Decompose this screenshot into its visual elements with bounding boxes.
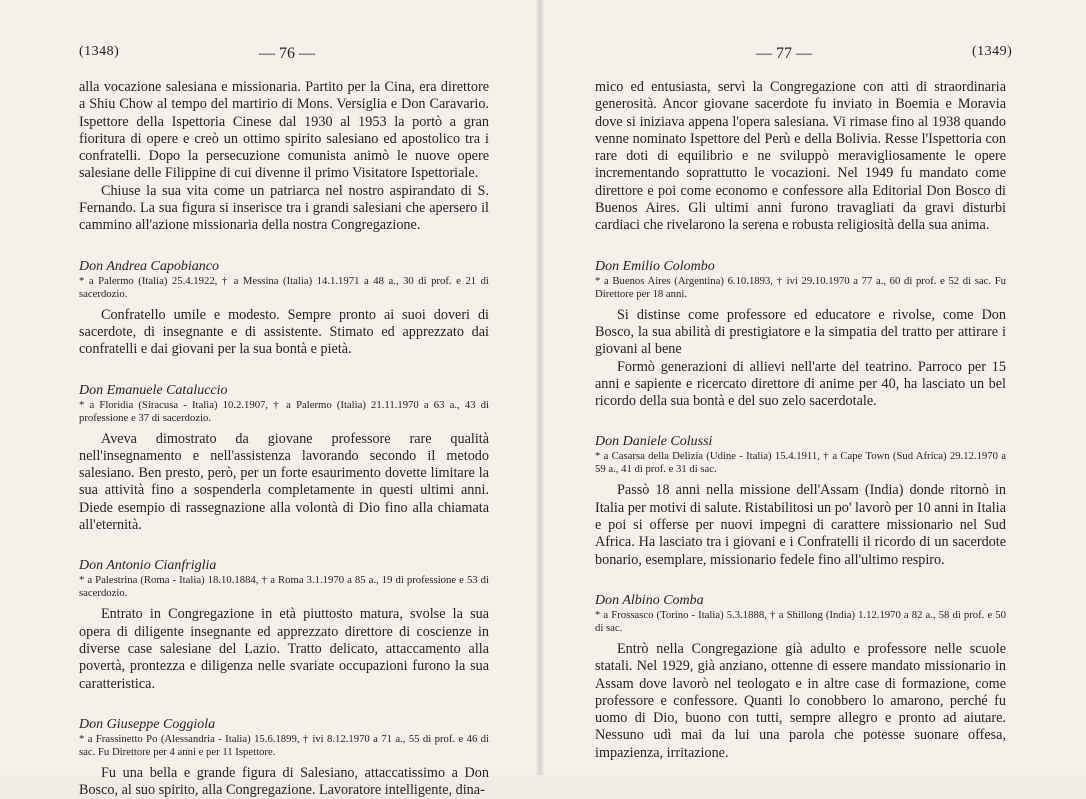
obituary-text: Entrò nella Congregazione già adulto e professore nelle scuole statali. Nel 1929, già anziano, ottenne di essere mandato missionario in Assam dove lavorò nel teologato e in altre case di formazione, come professore e confessore. Quanti lo conobbero lo amarono, perché fu uomo di Dio, buono con tutti, sempre allegro e pronto ad aiutare. Nessuno udì mai da lui una parola che potesse suonare offesa, impazienza, irritazione.: [595, 640, 1006, 761]
obituary-text: Fu una bella e grande figura di Salesiano, attaccatissimo a Don Bosco, al suo spirito, alla Congregazione. Lavoratore intelligente, dina-: [79, 764, 489, 799]
obituary-name: Don Andrea Capobianco: [79, 258, 219, 274]
intro-paragraph: Chiuse la sua vita come un patriarca nel nostro aspirandato di S. Fernando. La sua figura si inserisce tra i grandi salesiani che apersero il cammino all'azione missionaria della nostra Congregazione.: [79, 182, 489, 234]
obituary-dates: * a Frossasco (Torino - Italia) 5.3.1888, † a Shillong (India) 1.12.1970 a 82 a., 58 di prof. e 50 di sac.: [595, 608, 1006, 634]
obituary-name: Don Antonio Cianfriglia: [79, 558, 217, 574]
left-page-text: [79, 79, 489, 799]
obituary-name: Don Albino Comba: [595, 592, 704, 608]
obituary-dates: * a Buenos Aires (Argentina) 6.10.1893, † ivi 29.10.1970 a 77 a., 60 di prof. e 52 di sac. Fu Direttore per 18 anni.: [595, 274, 1006, 300]
right-page-text: [595, 79, 1006, 762]
obituary-dates: * a Frassinetto Po (Alessandria - Italia) 15.6.1899, † ivi 8.12.1970 a 71 a., 55 di prof. e 46 di sac. Fu Direttore per 4 anni e per 11 Ispettore.: [79, 732, 489, 758]
intro-paragraph: alla vocazione salesiana e missionaria. Partito per la Cina, era direttore a Shiu Chow al tempo del martirio di Mons. Versiglia e Don Caravario. Ispettore della Ispettoria Cinese dal 1930 al 1953 la portò a gran fioritura di opere e creò un ottimo spirito salesiano ed apostolico tra i confratelli. Dopo la persecuzione comunista animò le nuove opere salesiane delle Filippine di cui divenne il primo Visitatore Ispettoriale.: [79, 79, 489, 182]
left-page: [0, 0, 540, 799]
right-page: [544, 0, 1086, 775]
obituary-name: Don Emanuele Cataluccio: [79, 382, 228, 398]
left-page-reference: (1348): [79, 44, 120, 59]
obituary-text: Confratello umile e modesto. Sempre pronto ai suoi doveri di sacerdote, di insegnante e di assistente. Stimato ed apprezzato dai confratelli e dai giovani per la sua bontà e pietà.: [79, 306, 489, 358]
obituary-dates: * a Casarsa della Delizia (Udine - Italia) 15.4.1911, † a Cape Town (Sud Africa) 29.12.1970 a 59 a., 41 di prof. e 31 di sac.: [595, 450, 1006, 476]
right-page-reference: (1349): [972, 44, 1013, 59]
obituary-text: Passò 18 anni nella missione dell'Assam (India) donde ritornò in Italia per motivi di salute. Ristabilitosi un po' lavorò per 10 anni in Italia e poi si offerse per nuovi impegni di carattere missionario nel Sud Africa. Ha lasciato tra i giovani e i Confratelli il ricordo di un sacerdote bonario, esemplare, missionario fedele fino all'ultimo respiro.: [595, 482, 1006, 568]
obituary-text: Entrato in Congregazione in età piuttosto matura, svolse la sua opera di diligente insegnante ed apprezzato direttore di coscienze in diverse case salesiane del Lazio. Tratto delicato, attaccamento alla povertà, prontezza e diligenza nelle svariate occupazioni furono la sua caratteristica.: [79, 606, 489, 692]
obituary-text: Formò generazioni di allievi nell'arte del teatrino. Parroco per 15 anni e sapiente e ricercato direttore di anime per 40, ha lasciato un bel ricordo della sua bontà e del suo zelo sacerdotale.: [595, 358, 1006, 410]
left-page-number: — 76 —: [259, 45, 315, 62]
right-page-number: — 77 —: [756, 45, 812, 62]
obituary-dates: * a Palermo (Italia) 25.4.1922, † a Messina (Italia) 14.1.1971 a 48 a., 30 di prof. e 21 di sacerdozio.: [79, 274, 489, 300]
obituary-dates: * a Palestrina (Roma - Italia) 18.10.1884, † a Roma 3.1.1970 a 85 a., 19 di professione e 53 di sacerdozio.: [79, 574, 489, 600]
obituary-name: Don Daniele Colussi: [595, 434, 713, 450]
obituary-text: Aveva dimostrato da giovane professore rare qualità nell'insegnamento e nell'assistenza lavorando secondo il metodo salesiano. Ben presto, però, per un forte esaurimento dovette limitare la sua attività fino a sospenderla completamente in questi ultimi anni. Diede esempio di rassegnazione alla volontà di Dio fino alla chiamata all'eternità.: [79, 430, 489, 534]
intro-paragraph: mico ed entusiasta, servì la Congregazione con atti di straordinaria generosità. Ancor giovane sacerdote fu inviato in Boemia e Moravia dove si iniziava appena l'opera salesiana. Vi rimase fino al 1938 quando venne nominato Ispettore del Perù e della Bolivia. Resse l'Ispettoria con rare doti di equilibrio e ne sviluppò meravigliosamente le opere incrementando soprattutto le vocazioni. Nel 1949 fu mandato come direttore e poi come economo e confessore alla Editorial Don Bosco di Buenos Aires. Gli ultimi anni furono travagliati da gravi disturbi cardiaci che rivelarono la serena e robusta religiosità della sua anima.: [595, 79, 1006, 234]
obituary-name: Don Emilio Colombo: [595, 258, 715, 274]
obituary-dates: * a Floridia (Siracusa - Italia) 10.2.1907, † a Palermo (Italia) 21.11.1970 a 63 a., 43 di professione e 37 di sacerdozio.: [79, 398, 489, 424]
obituary-text: Si distinse come professore ed educatore e rivolse, come Don Bosco, la sua abilità di prestigiatore e la simpatia del tratto per attirare i giovani al bene: [595, 306, 1006, 358]
obituary-name: Don Giuseppe Coggiola: [79, 716, 216, 732]
